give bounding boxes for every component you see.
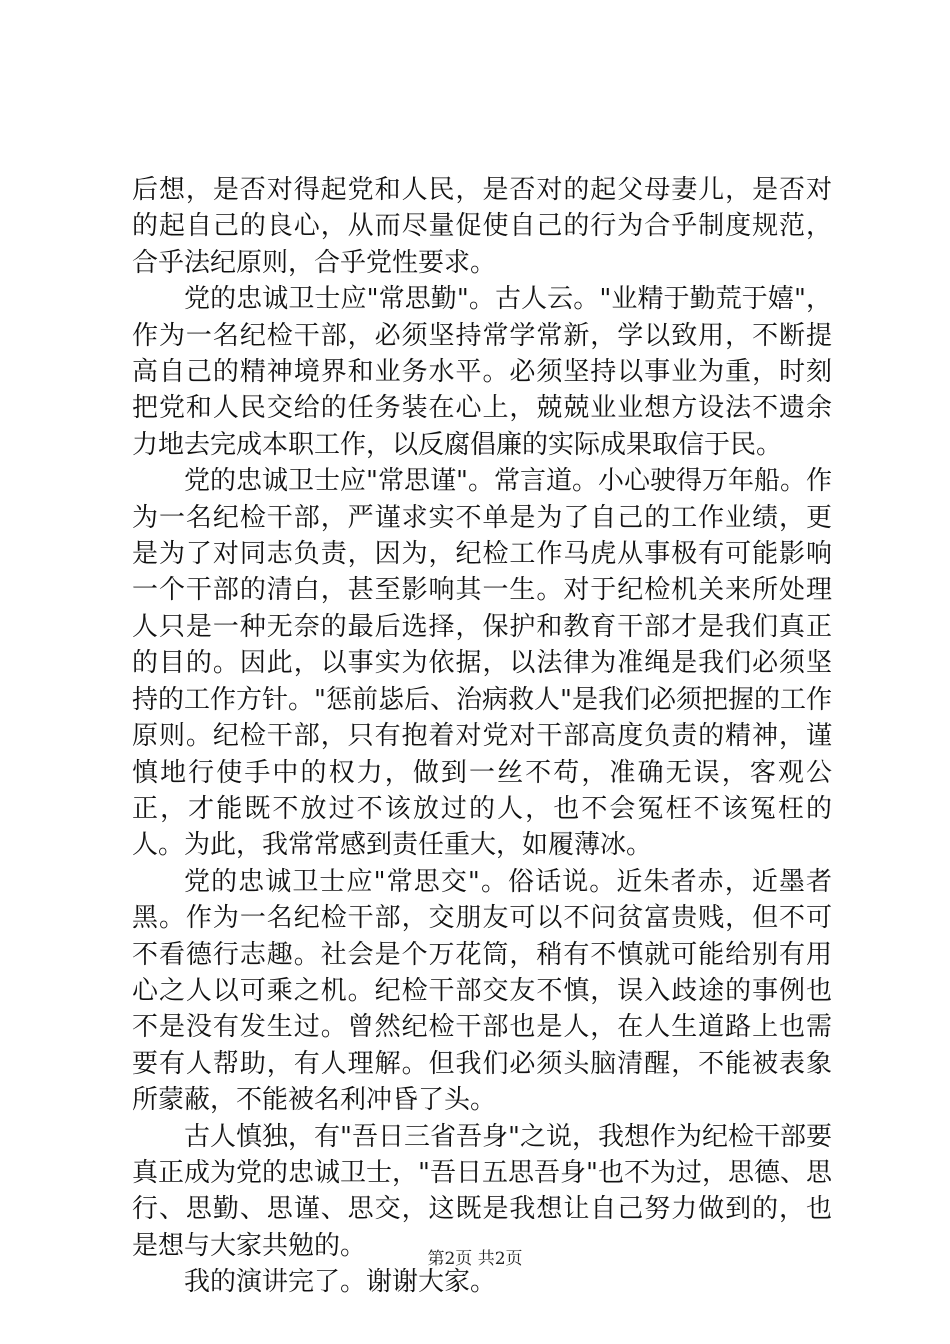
paragraph-closing: 我的演讲完了。谢谢大家。 bbox=[184, 1267, 497, 1298]
paragraph-diligence: 党的忠诚卫士应"常思勤"。古人云。"业精于勤荒于嬉"，作为一名纪检干部，必须坚持常学常新，学以致用，不断提高自己的精神境界和业务水平。必须坚持以事业为重，时刻把党和人民交给的任务装在心上，兢兢业业想方设法不遗余力地去完成本职工作，以反腐倡廉的实际成果取信于民。 bbox=[132, 284, 832, 460]
paragraph-friendship: 党的忠诚卫士应"常思交"。俗话说。近朱者赤，近墨者黑。作为一名纪检干部，交朋友可以不问贫富贵贱，但不可不看德行志趣。社会是个万花筒，稍有不慎就可能给别有用心之人以可乘之机。纪检干部交友不慎，误入歧途的事例也不是没有发生过。曾然纪检干部也是人，在人生道路上也需要有人帮助，有人理解。但我们必须头脑清醒，不能被表象所蒙蔽，不能被名利冲昏了头。 bbox=[132, 866, 832, 1116]
document-body bbox=[132, 172, 832, 1301]
paragraph-prudence: 党的忠诚卫士应"常思谨"。常言道。小心驶得万年船。作为一名纪检干部，严谨求实不单是为了自己的工作业绩，更是为了对同志负责，因为，纪检工作马虎从事极有可能影响一个干部的清白，甚至影响其一生。对于纪检机关来所处理人只是一种无奈的最后选择，保护和教育干部才是我们真正的目的。因此，以事实为依据，以法律为准绳是我们必须坚持的工作方针。"惩前毖后、治病救人"是我们必须把握的工作原则。纪检干部，只有抱着对党对干部高度负责的精神，谨慎地行使手中的权力，做到一丝不苟，准确无误，客观公正，才能既不放过不该放过的人，也不会冤枉不该冤枉的人。为此，我常常感到责任重大，如履薄冰。 bbox=[132, 466, 832, 861]
page-number-footer: 第2页 共2页 bbox=[427, 1249, 523, 1269]
paragraph-continuation: 后想，是否对得起党和人民，是否对的起父母妻儿，是否对的起自己的良心，从而尽量促使自己的行为合乎制度规范，合乎法纪原则，合乎党性要求。 bbox=[132, 175, 832, 278]
paragraph-reflection: 古人慎独，有"吾日三省吾身"之说，我想作为纪检干部要真正成为党的忠诚卫士，"吾日五思吾身"也不为过，思德、思行、思勤、思谨、思交，这既是我想让自己努力做到的，也是想与大家共勉的。 bbox=[132, 1121, 832, 1261]
